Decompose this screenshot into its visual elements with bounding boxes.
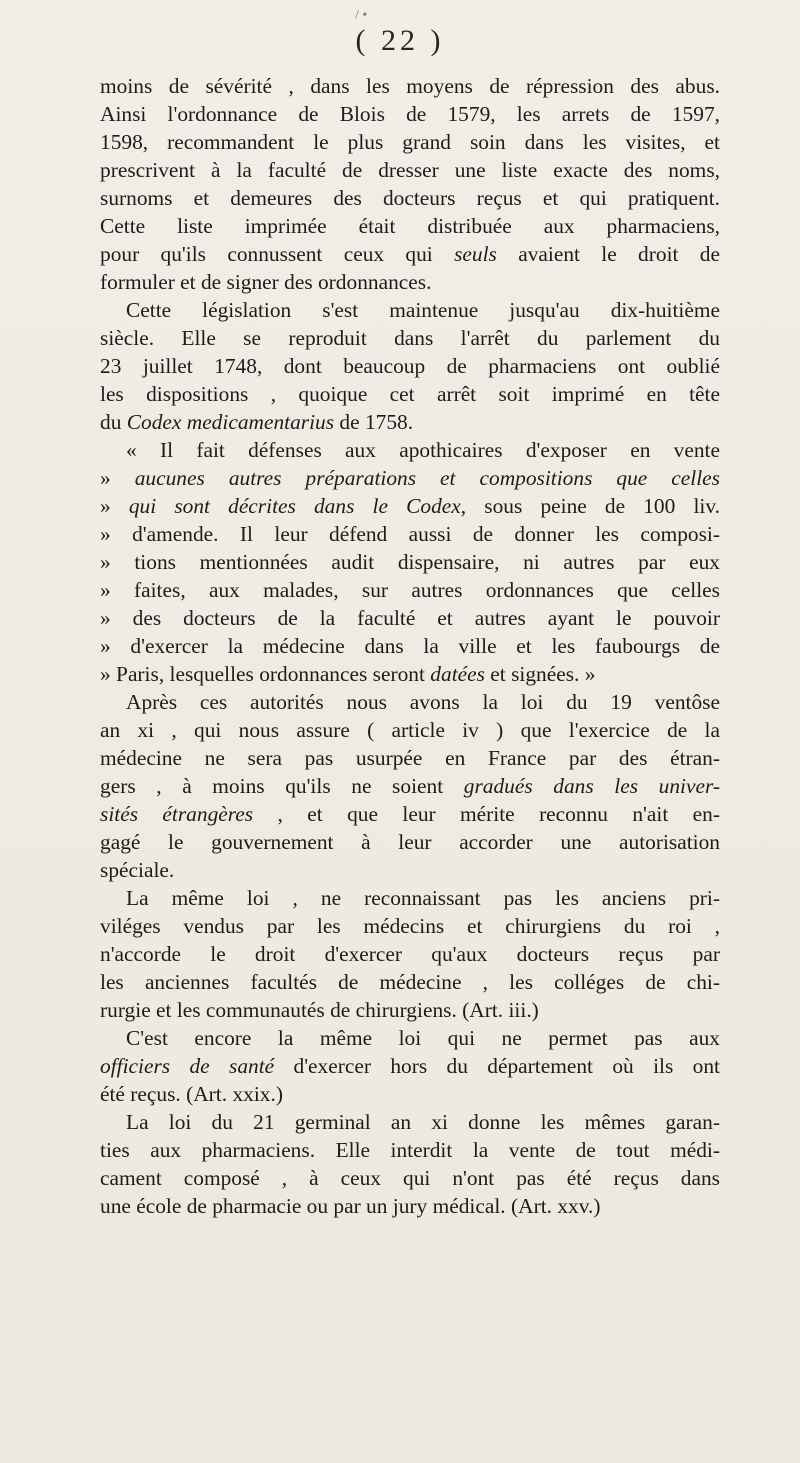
text-line: spéciale. xyxy=(100,858,175,882)
text-line: formuler et de signer des ordonnances. xyxy=(100,270,432,294)
italic-seuls: seuls xyxy=(454,242,497,266)
page-number: ( 22 ) xyxy=(355,24,445,57)
text-line: La même loi , ne reconnaissant pas les anciens pri- xyxy=(126,886,720,910)
text-line: Cette législation s'est maintenue jusqu'au dix-huitième xyxy=(126,298,720,322)
text-line: siècle. Elle se reproduit dans l'arrêt du parlement du xyxy=(100,326,720,350)
quote-line: » Paris, lesquelles ordonnances seront datées et signées. » xyxy=(100,662,596,686)
text-line: sités étrangères , et que leur mérite reconnu n'ait en- xyxy=(100,802,720,826)
page-mark: / • xyxy=(355,8,368,23)
text-line: une école de pharmacie ou par un jury médical. (Art. xxv.) xyxy=(100,1194,601,1218)
quote-line: « Il fait défenses aux apothicaires d'exposer en vente xyxy=(126,438,720,462)
quote-line: » des docteurs de la faculté et autres ayant le pouvoir xyxy=(100,606,720,630)
quote-line: » qui sont décrites dans le Codex, sous peine de 100 liv. xyxy=(100,494,721,518)
text-line: an xi , qui nous assure ( article iv ) que l'exercice de la xyxy=(100,718,720,742)
text-line: surnoms et demeures des docteurs reçus et qui pratiquent. xyxy=(100,186,720,210)
text-line: les anciennes facultés de médecine , les colléges de chi- xyxy=(100,970,720,994)
text-line: pour qu'ils connussent ceux qui seuls avaient le droit de xyxy=(100,242,720,266)
text-line: moins de sévérité , dans les moyens de répression des abus. xyxy=(100,74,720,98)
text-line: officiers de santé d'exercer hors du département où ils ont xyxy=(100,1054,720,1078)
text-line: rurgie et les communautés de chirurgiens. (Art. iii.) xyxy=(100,998,539,1022)
text-line: 23 juillet 1748, dont beaucoup de pharmaciens ont oublié xyxy=(100,354,720,378)
text-line: prescrivent à la faculté de dresser une liste exacte des noms, xyxy=(100,158,720,182)
body-text xyxy=(100,72,720,1220)
text-line: Ainsi l'ordonnance de Blois de 1579, les arrets de 1597, xyxy=(100,102,720,126)
text-line: Après ces autorités nous avons la loi du 19 ventôse xyxy=(126,690,720,714)
text-line: du Codex medicamentarius de 1758. xyxy=(100,410,414,434)
italic-quote: aucunes autres préparations et compositions que celles xyxy=(134,466,720,490)
text-line: gagé le gouvernement à leur accorder une autorisation xyxy=(100,830,720,854)
text-line: cament composé , à ceux qui n'ont pas été reçus dans xyxy=(100,1166,720,1190)
quote-line: » d'amende. Il leur défend aussi de donner les composi- xyxy=(100,522,720,546)
text-line: Cette liste imprimée était distribuée aux pharmaciens, xyxy=(100,214,720,238)
text-line: La loi du 21 germinal an xi donne les mêmes garan- xyxy=(126,1110,720,1134)
text-line: gers , à moins qu'ils ne soient gradués dans les univer- xyxy=(100,774,720,798)
quote-line: » d'exercer la médecine dans la ville et les faubourgs de xyxy=(100,634,720,658)
text-line: 1598, recommandent le plus grand soin dans les visites, et xyxy=(100,130,720,154)
italic-gradues: gradués dans les univer- xyxy=(463,774,720,798)
quote-line: » aucunes autres préparations et compositions que celles xyxy=(100,466,720,490)
quote-line: » tions mentionnées audit dispensaire, ni autres par eux xyxy=(100,550,720,574)
italic-officiers: officiers de santé xyxy=(100,1054,275,1078)
italic-codex-title: Codex medicamentarius xyxy=(126,410,335,434)
text-line: n'accorde le droit d'exercer qu'aux docteurs reçus par xyxy=(100,942,720,966)
text-line: été reçus. (Art. xxix.) xyxy=(100,1082,283,1106)
text-line: C'est encore la même loi qui ne permet pas aux xyxy=(126,1026,720,1050)
text-line: médecine ne sera pas usurpée en France par des étran- xyxy=(100,746,720,770)
text-line: les dispositions , quoique cet arrêt soit imprimé en tête xyxy=(100,382,720,406)
text-line: ties aux pharmaciens. Elle interdit la vente de tout médi- xyxy=(100,1138,720,1162)
italic-universites: sités étrangères xyxy=(100,802,254,826)
italic-quote: qui sont décrites dans le Codex xyxy=(128,494,461,518)
text-line: viléges vendus par les médecins et chirurgiens du roi , xyxy=(100,914,720,938)
italic-datees: datées xyxy=(430,662,485,686)
quote-line: » faites, aux malades, sur autres ordonnances que celles xyxy=(100,578,720,602)
